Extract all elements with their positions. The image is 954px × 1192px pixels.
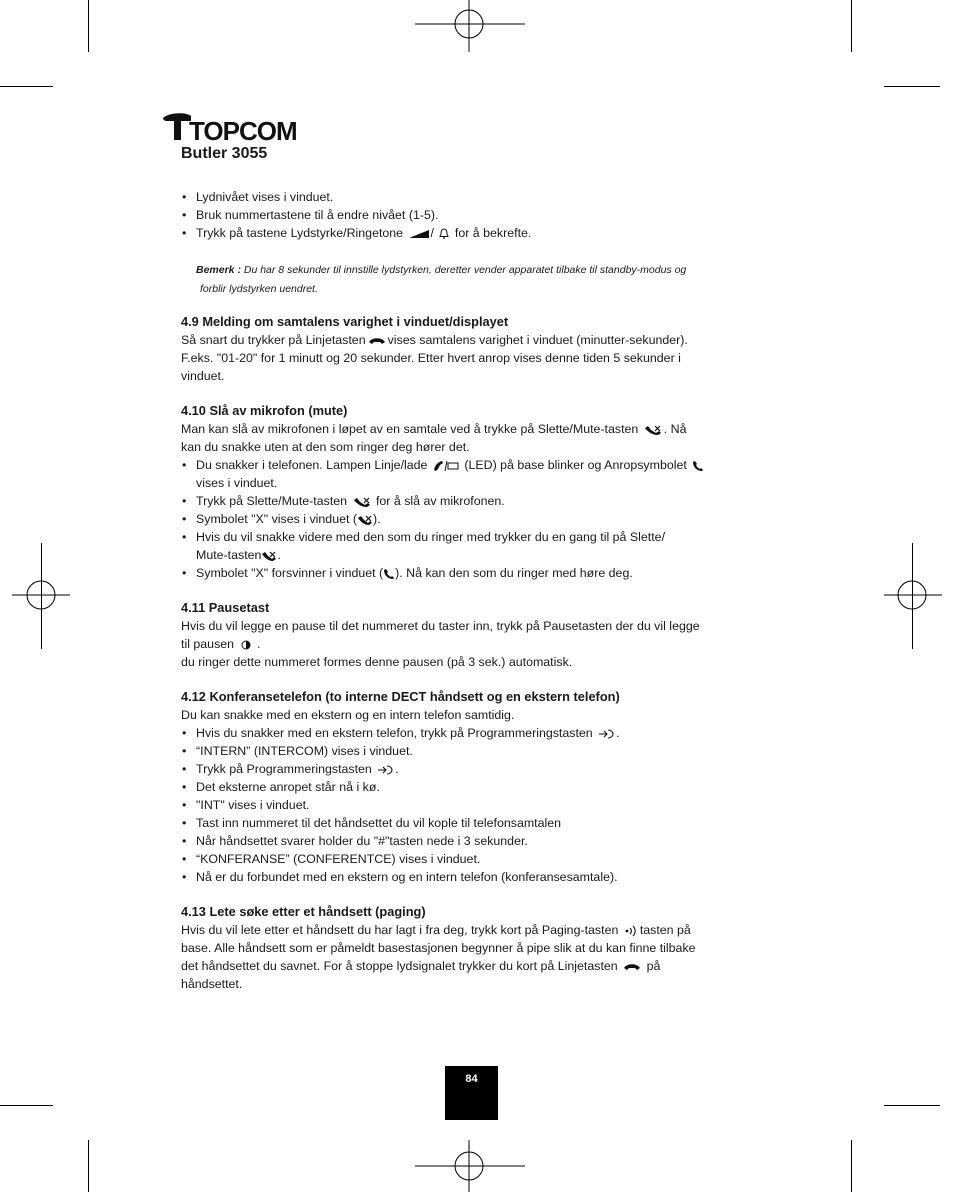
section-4-9: 4.9 Melding om samtalens varighet i vinduet/displayet Så snart du trykker på Linjetasten vises samtalens varighet i vinduet (minutter-sekunder). F.eks. "01-20" for 1 minutt og 20 sekunder. Etter hvert anrop vises denne tiden 5 sekunder i vinduet. xyxy=(181,313,771,385)
crop-mark xyxy=(0,86,53,87)
line-key-icon xyxy=(368,337,386,345)
list-item: • Nå er du forbundet med en ekstern og en intern telefon (konferansesamtale). xyxy=(181,868,771,886)
crop-mark xyxy=(0,1105,53,1106)
section-4-10: 4.10 Slå av mikrofon (mute) Man kan slå av mikrofonen i løpet av en samtale ved å trykke på Slette/Mute-tasten . Nå kan du snakke uten at den som ringer deg hører det. • Du snakker i telefonen. Lampen Linje/lade (LED) på base blinker og Anropsymbolet vises i vinduet. • Trykk på Slette/Mute-tasten for å slå av mikrofonen. • Symbolet "X" vises i vinduet ( ). • Hvis du vil snakke videre med den som du ringer med trykker du en gang til på Slette/ Mute-tasten . • Symbolet "X" forsvinner i vinduet ( ). Nå kan den som du ringer med høre deg. xyxy=(181,402,771,582)
call-symbol-icon xyxy=(383,568,395,580)
crop-mark xyxy=(88,1140,89,1192)
paging-key-icon xyxy=(624,925,638,937)
list-item: • Det eksterne anropet står nå i kø. xyxy=(181,778,771,796)
line-key-icon xyxy=(623,963,641,971)
section-heading: 4.13 Lete søke etter et håndsett (paging) xyxy=(181,904,426,919)
mute-key-icon xyxy=(261,550,277,562)
program-key-icon xyxy=(377,764,393,776)
page-number: 84 xyxy=(445,1066,498,1120)
call-symbol-icon xyxy=(692,460,704,472)
crop-mark xyxy=(851,1140,852,1192)
topcom-logo xyxy=(161,112,297,147)
volume-bullets xyxy=(181,188,771,242)
crop-mark xyxy=(88,0,89,52)
list-item: • Hvis du snakker med en ekstern telefon, trykk på Programmeringstasten . xyxy=(181,724,771,742)
crop-mark xyxy=(851,0,852,52)
section-heading: 4.12 Konferansetelefon (to interne DECT håndsett og en ekstern telefon) xyxy=(181,689,620,704)
crop-mark xyxy=(884,1105,940,1106)
section-4-11: 4.11 Pausetast Hvis du vil legge en pause til det nummeret du taster inn, trykk på Pausetasten der du vil legge til pausen . du ringer dette nummeret formes denne pausen (på 3 sek.) automatisk. xyxy=(181,599,771,671)
list-item: • Symbolet "X" vises i vinduet ( ). xyxy=(181,510,771,528)
registration-mark-left xyxy=(12,578,70,612)
list-item: • “INTERN” (INTERCOM) vises i vinduet. xyxy=(181,742,771,760)
registration-mark-bottom xyxy=(415,1140,525,1192)
section-4-13: 4.13 Lete søke etter et håndsett (paging) Hvis du vil lete etter et håndsett du har lagt i fra deg, trykk kort på Paging-tasten tasten på base. Alle håndsett som er påmeldt basestasjonen begynner å pipe slik at du kan finne tilbake det håndsettet du savnet. For å stoppe lydsignalet trykker du kort på Linjetasten på håndsettet. xyxy=(181,903,771,993)
crop-mark xyxy=(884,86,940,87)
list-item: • Trykk på Slette/Mute-tasten for å slå av mikrofonen. xyxy=(181,492,771,510)
section-4-12: 4.12 Konferansetelefon (to interne DECT håndsett og en ekstern telefon) Du kan snakke med en ekstern og en intern telefon samtidig. • Hvis du snakker med en ekstern telefon, trykk på Programmeringstasten . • “INTERN” (INTERCOM) vises i vinduet. • Trykk på Programmeringstasten . • Det eksterne anropet står nå i kø. • "INT" vises i vinduet. • Tast inn nummeret til det håndsettet du vil kople til telefonsamtalen • Når håndsettet svarer holder du "#"tasten nede i 3 sekunder. • “KONFERANSE” (CONFERENTCE) vises i vinduet. • Nå er du forbundet med en ekstern og en intern telefon (konferansesamtale). xyxy=(181,688,771,886)
program-key-icon xyxy=(598,728,614,740)
product-model: Butler 3055 xyxy=(181,145,268,162)
mute-key-icon xyxy=(353,496,371,508)
list-item: • Symbolet "X" forsvinner i vinduet ( ). Nå kan den som du ringer med høre deg. xyxy=(181,564,771,582)
bell-icon xyxy=(439,228,449,239)
list-item: • “KONFERANSE” (CONFERENTCE) vises i vinduet. xyxy=(181,850,771,868)
note-label: Bemerk : xyxy=(196,264,241,276)
logo-text: TOPCOM xyxy=(189,116,297,146)
mute-key-icon xyxy=(644,424,662,436)
list-item: • Når håndsettet svarer holder du "#"tasten nede i 3 sekunder. xyxy=(181,832,771,850)
list-item: • "INT" vises i vinduet. xyxy=(181,796,771,814)
registration-mark-right xyxy=(884,578,942,612)
list-item: • Lydnivået vises i vinduet. xyxy=(181,188,771,206)
line-charge-led-icon xyxy=(433,460,459,472)
pause-key-icon xyxy=(240,640,252,650)
list-item: • Tast inn nummeret til det håndsettet du vil kople til telefonsamtalen xyxy=(181,814,771,832)
topcom-wordmark xyxy=(161,112,297,146)
list-item: • Du snakker i telefonen. Lampen Linje/lade (LED) på base blinker og Anropsymbolet vises i vinduet. xyxy=(181,456,771,492)
note: Bemerk : Du har 8 sekunder til innstille lydstyrken, deretter vender apparatet tilbake til standby-modus og forblir lydstyrken uendret. xyxy=(196,264,687,295)
page-body xyxy=(181,188,771,993)
mute-symbol-icon xyxy=(357,514,373,526)
section-heading: 4.9 Melding om samtalens varighet i vinduet/displayet xyxy=(181,314,509,329)
section-heading: 4.10 Slå av mikrofon (mute) xyxy=(181,403,348,418)
list-item: • Trykk på tastene Lydstyrke/Ringetone / for å bekrefte. xyxy=(181,224,771,242)
registration-mark-top xyxy=(415,0,525,52)
volume-ramp-icon xyxy=(409,230,429,238)
list-item: • Hvis du vil snakke videre med den som du ringer med trykker du en gang til på Slette/ Mute-tasten . xyxy=(181,528,771,564)
list-item: • Bruk nummertastene til å endre nivået (1-5). xyxy=(181,206,771,224)
list-item: • Trykk på Programmeringstasten . xyxy=(181,760,771,778)
section-heading: 4.11 Pausetast xyxy=(181,600,270,615)
